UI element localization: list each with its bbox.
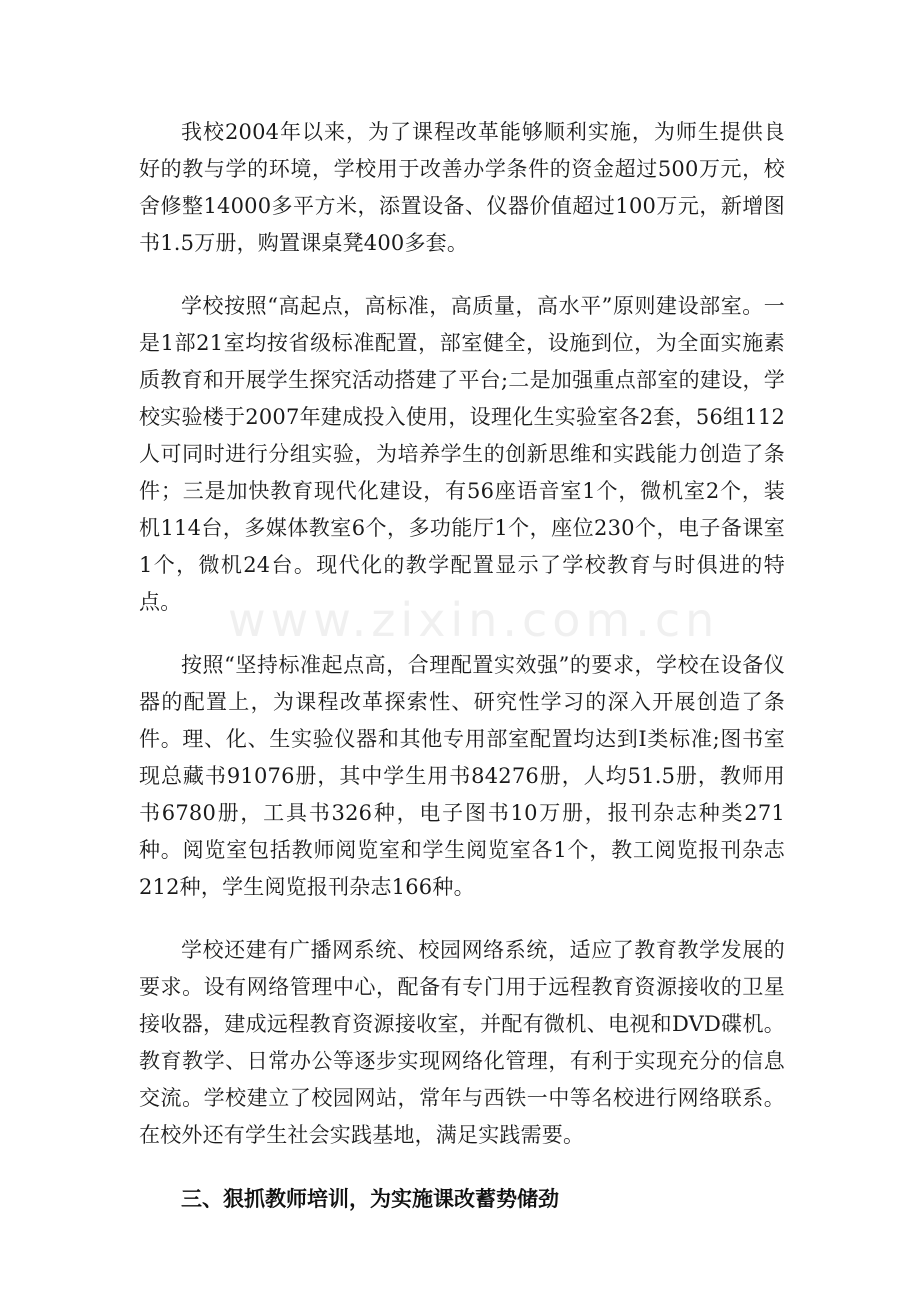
paragraph-2: 学校按照“高起点，高标准，高质量，高水平”原则建设部室。一是1部21室均按省级标准配置，部室健全，设施到位，为全面实施素质教育和开展学生探究活动搭建了平台;二是加强重点部室的建设，学校实验楼于2007年建成投入使用，设理化生实验室各2套，56组112人可同时进行分组实验，为培养学生的创新思维和实践能力创造了条件；三是加快教育现代化建设，有56座语音室1个，微机室2个，装机114台，多媒体教室6个，多功能厅1个，座位230个，电子备课室1个，微机24台。现代化的教学配置显示了学校教育与时俱进的特点。 xyxy=(139,294,785,614)
paragraph-4: 学校还建有广播网系统、校园网络系统，适应了教育教学发展的要求。设有网络管理中心，配备有专门用于远程教育资源接收的卫星接收器，建成远程教育资源接收室，并配有微机、电视和DVD碟机。教育教学、日常办公等逐步实现网络化管理，有利于实现充分的信息交流。学校建立了校园网站，常年与西铁一中等名校进行网络联系。在校外还有学生社会实践基地，满足实践需要。 xyxy=(139,938,785,1147)
section-heading: 三、狠抓教师培训，为实施课改蓄势储劲 xyxy=(181,1186,559,1211)
paragraph-3: 按照“坚持标准起点高，合理配置实效强”的要求，学校在设备仪器的配置上，为课程改革探索性、研究性学习的深入开展创造了条件。理、化、生实验仪器和其他专用部室配置均达到I类标准;图书室现总藏书91076册，其中学生用书84276册，人均51.5册，教师用书6780册，工具书326种，电子图书10万册，报刊杂志种类271种。阅览室包括教师阅览室和学生阅览室各1个，教工阅览报刊杂志212种，学生阅览报刊杂志166种。 xyxy=(139,653,785,899)
watermark: www.zixin.com.cn xyxy=(228,593,720,647)
document-body xyxy=(139,114,785,1217)
paragraph-1: 我校2004年以来，为了课程改革能够顺利实施，为师生提供良好的教与学的环境，学校用于改善办学条件的资金超过500万元，校舍修整14000多平方米，添置设备、仪器价值超过100万元，新增图书1.5万册，购置课桌凳400多套。 xyxy=(139,120,785,255)
